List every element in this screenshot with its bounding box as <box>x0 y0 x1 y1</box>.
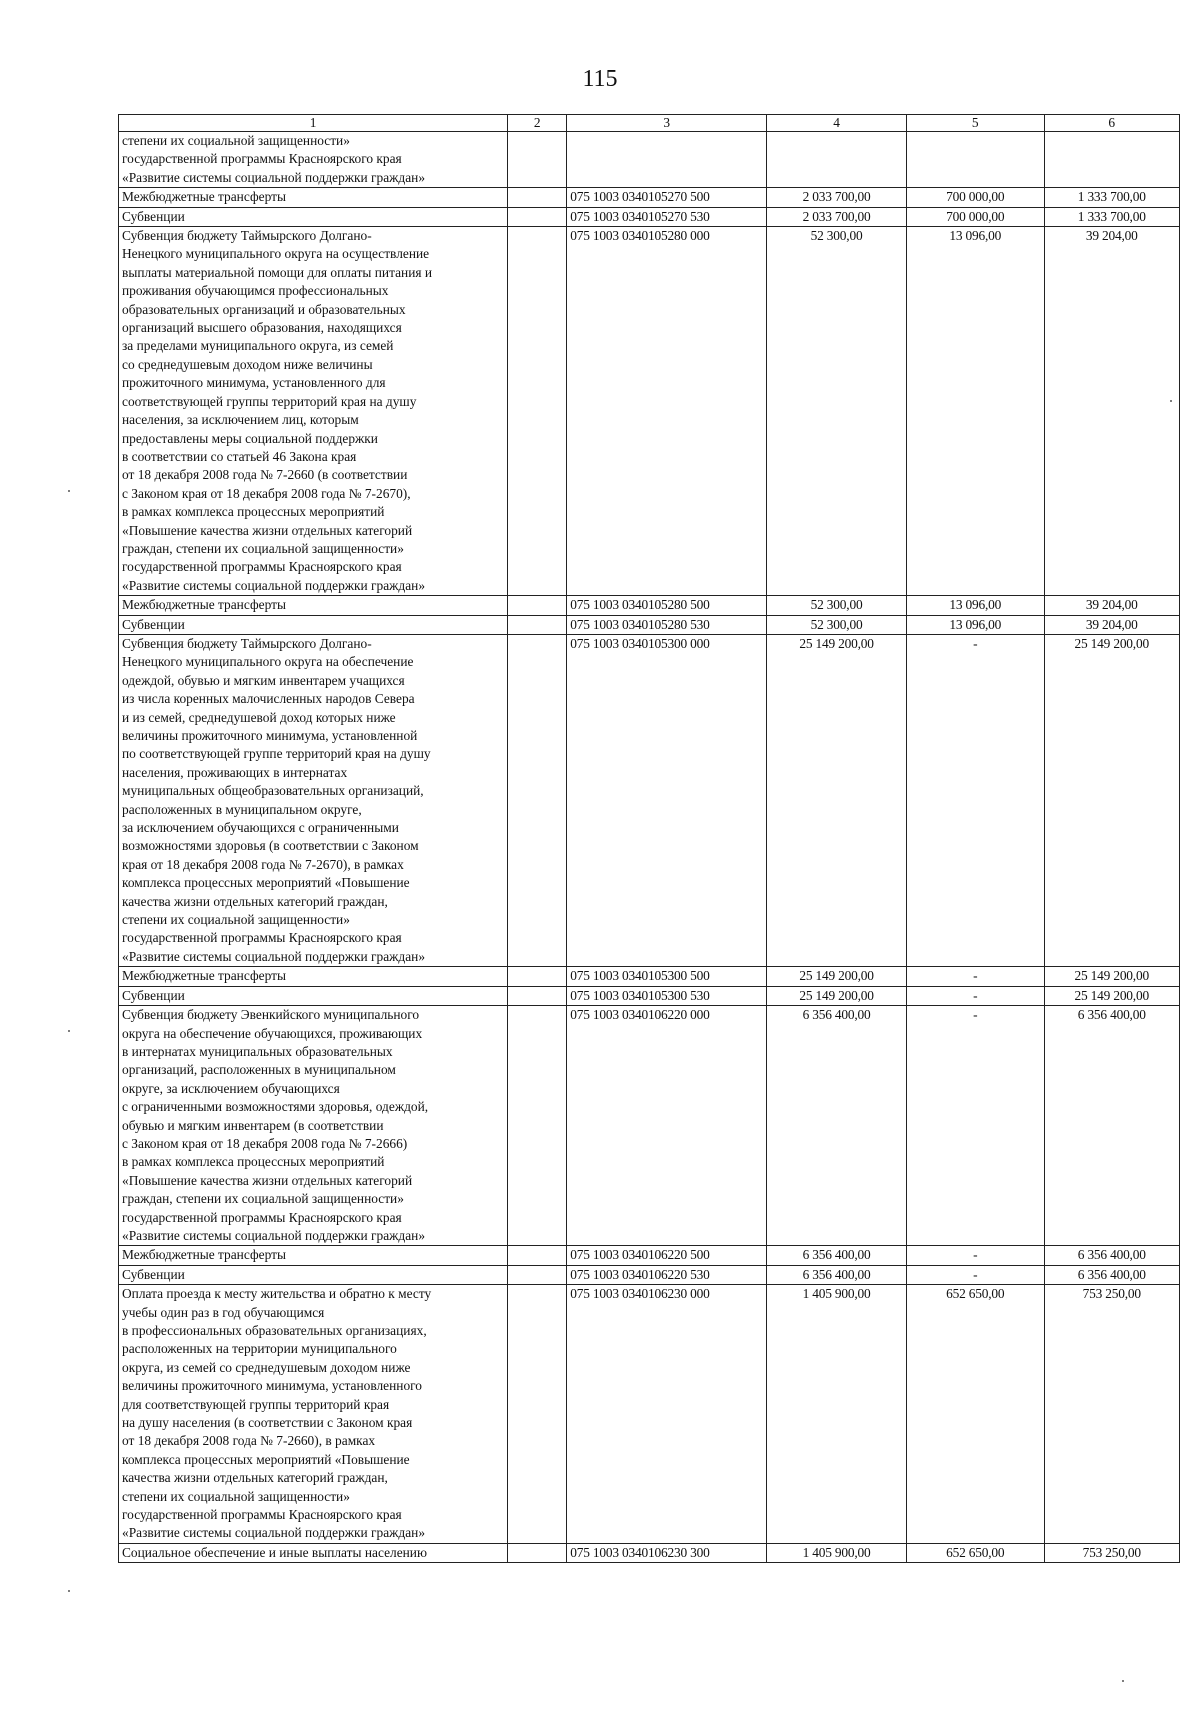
table-row <box>119 596 1180 615</box>
row-code-cell: 075 1003 0340106220 000 <box>567 1006 767 1246</box>
row-column-5-cell: - <box>906 1265 1044 1284</box>
row-name-cell: Социальное обеспечение и иные выплаты населению <box>119 1543 508 1562</box>
table-row <box>119 986 1180 1005</box>
row-name-cell: Субвенции <box>119 986 508 1005</box>
scan-speck <box>1122 1680 1124 1682</box>
row-column-2-cell <box>508 1543 567 1562</box>
row-column-2-cell <box>508 1246 567 1265</box>
row-total-cell: 25 149 200,00 <box>767 967 907 986</box>
row-name-cell: Субвенции <box>119 615 508 634</box>
row-column-2-cell <box>508 188 567 207</box>
scan-speck <box>1170 400 1172 402</box>
row-column-2-cell <box>508 967 567 986</box>
column-header-6: 6 <box>1044 115 1179 132</box>
row-code-cell: 075 1003 0340105280 530 <box>567 615 767 634</box>
row-name-cell: Субвенции <box>119 1265 508 1284</box>
row-column-5-cell: 652 650,00 <box>906 1543 1044 1562</box>
row-total-cell: 2 033 700,00 <box>767 207 907 226</box>
table-row <box>119 188 1180 207</box>
row-column-5-cell: - <box>906 1246 1044 1265</box>
column-header-1: 1 <box>119 115 508 132</box>
row-name-cell: Межбюджетные трансферты <box>119 188 508 207</box>
row-name-cell: Межбюджетные трансферты <box>119 1246 508 1265</box>
row-column-5-cell: 700 000,00 <box>906 207 1044 226</box>
row-column-5-cell: - <box>906 634 1044 966</box>
row-column-5-cell: - <box>906 1006 1044 1246</box>
scan-speck <box>68 490 70 492</box>
table-row <box>119 1265 1180 1284</box>
row-name-cell: Субвенции <box>119 207 508 226</box>
column-number-row <box>119 115 1180 132</box>
row-column-2-cell <box>508 596 567 615</box>
row-column-5-cell: - <box>906 967 1044 986</box>
row-name-cell: Межбюджетные трансферты <box>119 967 508 986</box>
row-name-cell: Субвенция бюджету Таймырского Долгано- Ненецкого муниципального округа на осуществление выплаты материальной помощи для оплаты питания и проживания обучающимся профессиональных образовательных организаций и образовательных организаций высшего образования, находящихся за пределами муниципального округа, из семей со среднедушевым доходом ниже величины прожиточного минимума, установленного для соответствующей группы территорий края на душу населения, за исключением лиц, которым предоставлены меры социальной поддержки в соответствии со статьей 46 Закона края от 18 декабря 2008 года № 7-2660 (в соответствии с Законом края от 18 декабря 2008 года № 7-2670), в рамках комплекса процессных мероприятий «Повышение качества жизни отдельных категорий граждан, степени их социальной защищенности» государственной программы Красноярского края «Развитие системы социальной поддержки граждан» <box>119 227 508 596</box>
row-code-cell: 075 1003 0340105270 530 <box>567 207 767 226</box>
row-column-2-cell <box>508 615 567 634</box>
column-header-2: 2 <box>508 115 567 132</box>
row-column-6-cell: 25 149 200,00 <box>1044 967 1179 986</box>
row-code-cell: 075 1003 0340106220 530 <box>567 1265 767 1284</box>
scan-speck <box>68 1590 70 1592</box>
row-name-cell: Межбюджетные трансферты <box>119 596 508 615</box>
row-total-cell: 6 356 400,00 <box>767 1006 907 1246</box>
row-column-2-cell <box>508 1285 567 1544</box>
row-total-cell: 1 405 900,00 <box>767 1543 907 1562</box>
row-total-cell: 6 356 400,00 <box>767 1265 907 1284</box>
row-column-6-cell: 39 204,00 <box>1044 596 1179 615</box>
column-header-3: 3 <box>567 115 767 132</box>
row-column-6-cell: 25 149 200,00 <box>1044 986 1179 1005</box>
row-column-5-cell: 700 000,00 <box>906 188 1044 207</box>
row-column-2-cell <box>508 1006 567 1246</box>
row-code-cell: 075 1003 0340105280 000 <box>567 227 767 596</box>
row-name-cell: Оплата проезда к месту жительства и обратно к месту учебы один раз в год обучающимся в профессиональных образовательных организациях, расположенных на территории муниципального округа, из семей со среднедушевым доходом ниже величины прожиточного минимума, установленного для соответствующей группы территорий края на душу населения (в соответствии с Законом края от 18 декабря 2008 года № 7-2660), в рамках комплекса процессных мероприятий «Повышение качества жизни отдельных категорий граждан, степени их социальной защищенности» государственной программы Красноярского края «Развитие системы социальной поддержки граждан» <box>119 1285 508 1544</box>
table-row <box>119 132 1180 188</box>
row-column-2-cell <box>508 986 567 1005</box>
row-column-6-cell: 6 356 400,00 <box>1044 1006 1179 1246</box>
row-total-cell <box>767 132 907 188</box>
row-code-cell: 075 1003 0340105280 500 <box>567 596 767 615</box>
row-code-cell: 075 1003 0340106230 300 <box>567 1543 767 1562</box>
table-row <box>119 1006 1180 1246</box>
row-total-cell: 25 149 200,00 <box>767 986 907 1005</box>
budget-table <box>118 114 1180 1563</box>
row-column-6-cell: 39 204,00 <box>1044 615 1179 634</box>
row-column-2-cell <box>508 132 567 188</box>
table-row <box>119 227 1180 596</box>
row-name-cell: степени их социальной защищенности» государственной программы Красноярского края «Развитие системы социальной поддержки граждан» <box>119 132 508 188</box>
row-column-5-cell: 13 096,00 <box>906 615 1044 634</box>
row-column-5-cell: 652 650,00 <box>906 1285 1044 1544</box>
row-column-6-cell: 39 204,00 <box>1044 227 1179 596</box>
table-row <box>119 1285 1180 1544</box>
row-total-cell: 52 300,00 <box>767 227 907 596</box>
table-row <box>119 1543 1180 1562</box>
column-header-5: 5 <box>906 115 1044 132</box>
row-name-cell: Субвенция бюджету Эвенкийского муниципального округа на обеспечение обучающихся, проживающих в интернатах муниципальных образовательных организаций, расположенных в муниципальном округе, за исключением обучающихся с ограниченными возможностями здоровья, одеждой, обувью и мягким инвентарем (в соответствии с Законом края от 18 декабря 2008 года № 7-2666) в рамках комплекса процессных мероприятий «Повышение качества жизни отдельных категорий граждан, степени их социальной защищенности» государственной программы Красноярского края «Развитие системы социальной поддержки граждан» <box>119 1006 508 1246</box>
row-column-6-cell: 25 149 200,00 <box>1044 634 1179 966</box>
table-row <box>119 615 1180 634</box>
row-code-cell: 075 1003 0340105300 500 <box>567 967 767 986</box>
row-total-cell: 2 033 700,00 <box>767 188 907 207</box>
row-column-6-cell: 753 250,00 <box>1044 1285 1179 1544</box>
row-column-5-cell: 13 096,00 <box>906 227 1044 596</box>
row-code-cell: 075 1003 0340105300 000 <box>567 634 767 966</box>
row-code-cell <box>567 132 767 188</box>
row-code-cell: 075 1003 0340106220 500 <box>567 1246 767 1265</box>
row-column-2-cell <box>508 634 567 966</box>
row-column-5-cell: - <box>906 986 1044 1005</box>
column-header-4: 4 <box>767 115 907 132</box>
table-row <box>119 634 1180 966</box>
row-code-cell: 075 1003 0340105270 500 <box>567 188 767 207</box>
scan-speck <box>68 1030 70 1032</box>
row-column-5-cell: 13 096,00 <box>906 596 1044 615</box>
row-column-2-cell <box>508 227 567 596</box>
row-total-cell: 1 405 900,00 <box>767 1285 907 1544</box>
row-name-cell: Субвенция бюджету Таймырского Долгано- Ненецкого муниципального округа на обеспечение одеждой, обувью и мягким инвентарем учащихся из числа коренных малочисленных народов Севера и из семей, среднедушевой доход которых ниже величины прожиточного минимума, установленной по соответствующей группе территорий края на душу населения, проживающих в интернатах муниципальных общеобразовательных организаций, расположенных в муниципальном округе, за исключением обучающихся с ограниченными возможностями здоровья (в соответствии с Законом края от 18 декабря 2008 года № 7-2670), в рамках комплекса процессных мероприятий «Повышение качества жизни отдельных категорий граждан, степени их социальной защищенности» государственной программы Красноярского края «Развитие системы социальной поддержки граждан» <box>119 634 508 966</box>
row-total-cell: 52 300,00 <box>767 615 907 634</box>
row-total-cell: 6 356 400,00 <box>767 1246 907 1265</box>
table-row <box>119 207 1180 226</box>
table-row <box>119 967 1180 986</box>
page-number: 115 <box>582 66 618 92</box>
row-code-cell: 075 1003 0340105300 530 <box>567 986 767 1005</box>
row-column-6-cell: 1 333 700,00 <box>1044 207 1179 226</box>
row-column-6-cell: 6 356 400,00 <box>1044 1246 1179 1265</box>
row-column-2-cell <box>508 1265 567 1284</box>
row-total-cell: 25 149 200,00 <box>767 634 907 966</box>
table-body <box>119 115 1180 1563</box>
row-code-cell: 075 1003 0340106230 000 <box>567 1285 767 1544</box>
table-row <box>119 1246 1180 1265</box>
row-column-2-cell <box>508 207 567 226</box>
row-column-6-cell: 1 333 700,00 <box>1044 188 1179 207</box>
row-column-6-cell: 753 250,00 <box>1044 1543 1179 1562</box>
row-column-6-cell: 6 356 400,00 <box>1044 1265 1179 1284</box>
row-total-cell: 52 300,00 <box>767 596 907 615</box>
row-column-6-cell <box>1044 132 1179 188</box>
row-column-5-cell <box>906 132 1044 188</box>
